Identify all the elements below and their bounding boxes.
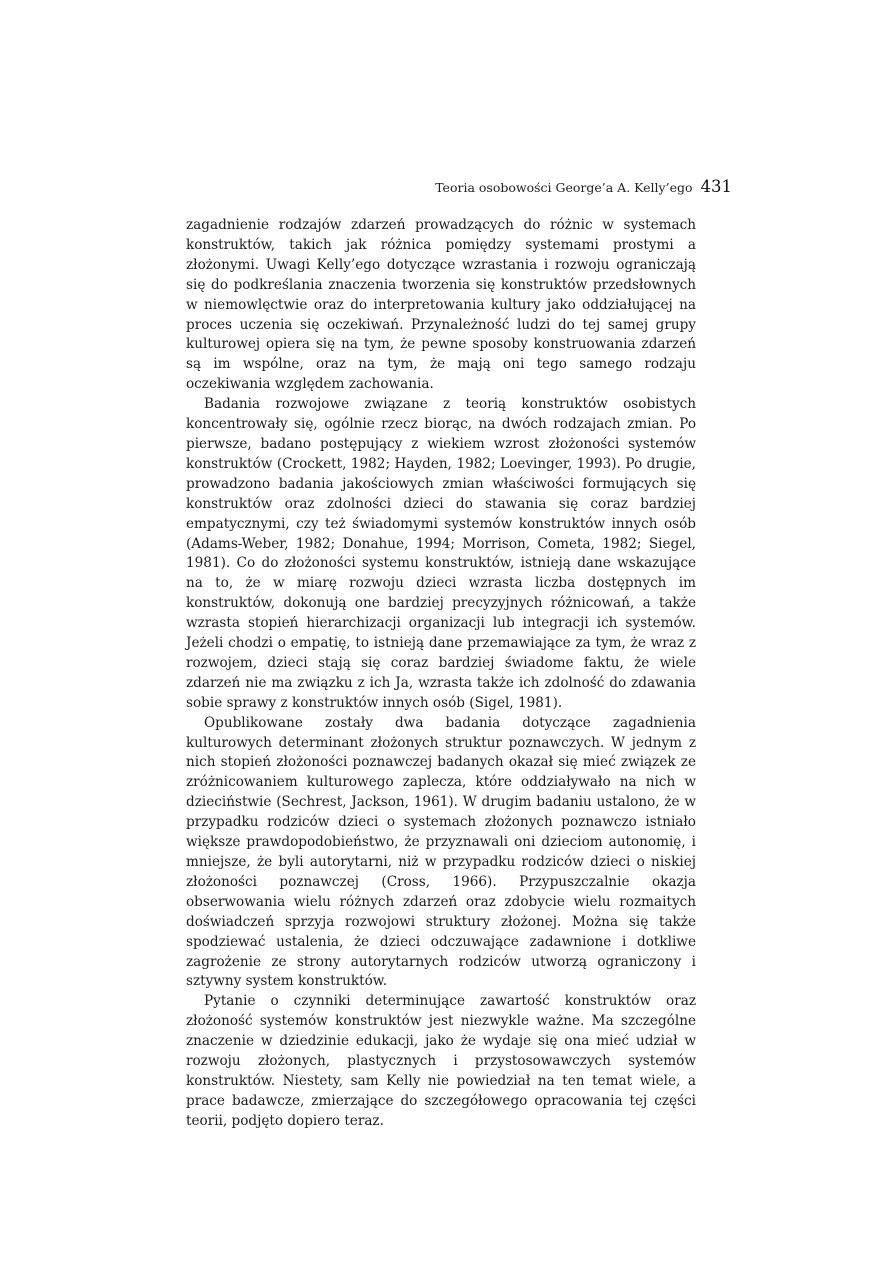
running-header bbox=[186, 177, 732, 201]
paragraph-developmental-research: Badania rozwojowe związane z teorią konstruktów osobistych koncentrowały się, ogólnie rzecz biorąc, na dwóch rodzajach zmian. Po pierwsze, badano postępujący z wiekiem wzrost złożoności systemów konstruktów (Crockett, 1982; Hayden, 1982; Loevinger, 1993). Po drugie, prowadzono badania jakościowych zmian właściwości formujących się konstruktów oraz zdolności dzieci do stawania się coraz bardziej empatycznymi, czy też świadomymi systemów konstruktów innych osób (Adams-Weber, 1982; Donahue, 1994; Morrison, Cometa, 1982; Siegel, 1981). Co do złożoności systemu konstruktów, istnieją dane wskazujące na to, że w miarę rozwoju dzieci wzrasta liczba dostępnych im konstruktów, dokonują one bardziej precyzyjnych różnicowań, a także wzrasta stopień hierarchizacji organizacji lub integracji ich systemów. Jeżeli chodzi o empatię, to istnieją dane przemawiające za tym, że wraz z rozwojem, dzieci stają się coraz bardziej świadome faktu, że wiele zdarzeń nie ma związku z ich Ja, wzrasta także ich zdolność do zdawania sobie sprawy z konstruktów innych osób (Sigel, 1981). bbox=[186, 396, 696, 711]
paragraph-open-question: Pytanie o czynniki determinujące zawartość konstruktów oraz złożoność systemów konstruktów jest niezwykle ważne. Ma szczególne znaczenie w dziedzinie edukacji, jako że wydaje się ona mieć udział w rozwoju złożonych, plastycznych i przystosowawczych systemów konstruktów. Niestety, sam Kelly nie powiedział na ten temat wiele, a prace badawcze, zmierzające do szczegółowego opracowania tej części teorii, podjęto dopiero teraz. bbox=[186, 993, 696, 1129]
body-text bbox=[186, 216, 696, 1132]
paragraph-cultural-determinants: Opublikowane zostały dwa badania dotyczące zagadnienia kulturowych determinant złożonych struktur poznawczych. W jednym z nich stopień złożoności poznawczej badanych okazał się mieć związek ze zróżnicowaniem kulturowego zaplecza, które oddziaływało na nich w dzieciństwie (Sechrest, Jackson, 1961). W drugim badaniu ustalono, że w przypadku rodziców dzieci o systemach złożonych poznawczo istniało większe prawdopodobieństwo, że przyznawali oni dzieciom autonomię, i mniejsze, że byli autorytarni, niż w przypadku rodziców dzieci o niskiej złożoności poznawczej (Cross, 1966). Przypuszczalnie okazja obserwowania wielu różnych zdarzeń oraz zdobycie wielu rozmaitych doświadczeń sprzyja rozwojowi struktury złożonej. Można się także spodziewać ustalenia, że dzieci odczuwające zadawnione i dotkliwe zagrożenie ze strony autorytarnych rodziców utworzą ograniczony i sztywny system konstruktów. bbox=[186, 714, 696, 990]
running-title: Teoria osobowości George’a A. Kelly’ego bbox=[435, 180, 693, 195]
page-number: 431 bbox=[700, 177, 732, 196]
paragraph-continued: zagadnienie rodzajów zdarzeń prowadzących do różnic w systemach konstruktów, takich jak różnica pomiędzy systemami prostymi a złożonymi. Uwagi Kelly’ego dotyczące wzrastania i rozwoju ograniczają się do podkreślania znaczenia tworzenia się konstruktów przedsłownych w niemowlęctwie oraz do interpretowania kultury jako oddziałującej na proces uczenia się oczekiwań. Przynależność ludzi do tej samej grupy kulturowej opiera się na tym, że pewne sposoby konstruowania zdarzeń są im wspólne, oraz na tym, że mają oni tego samego rodzaju oczekiwania względem zachowania. bbox=[186, 217, 696, 393]
